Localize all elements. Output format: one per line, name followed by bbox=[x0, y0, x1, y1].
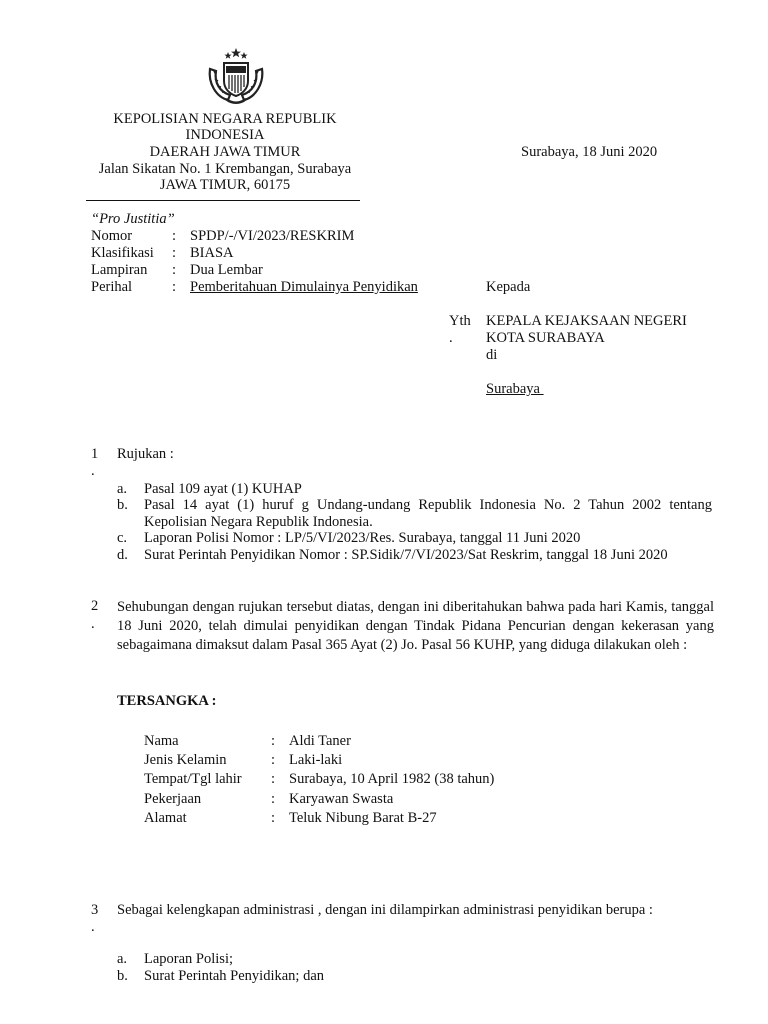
pro-justitia: “Pro Justitia” bbox=[91, 211, 175, 227]
suspect-colon: : bbox=[271, 733, 276, 749]
meta-label-klasifikasi: Klasifikasi bbox=[91, 245, 154, 261]
meta-colon: : bbox=[172, 279, 177, 295]
meta-colon: : bbox=[172, 245, 177, 261]
suspect-value-tempat-tgl-lahir: Surabaya, 10 April 1982 (38 tahun) bbox=[289, 771, 495, 787]
rujukan-letter-c: c. bbox=[117, 530, 128, 546]
header-address: Jalan Sikatan No. 1 Krembangan, Surabaya bbox=[98, 161, 352, 177]
header-divider bbox=[86, 200, 360, 201]
section-2-number: 2 bbox=[91, 598, 99, 614]
suspect-label-alamat: Alamat bbox=[144, 810, 187, 826]
meta-colon: : bbox=[172, 228, 177, 244]
rujukan-letter-b: b. bbox=[117, 497, 128, 513]
meta-value-lampiran: Dua Lembar bbox=[190, 262, 263, 278]
police-emblem-logo bbox=[200, 47, 272, 105]
suspect-label-pekerjaan: Pekerjaan bbox=[144, 791, 202, 807]
suspect-label-jenis-kelamin: Jenis Kelamin bbox=[144, 752, 227, 768]
suspect-value-alamat: Teluk Nibung Barat B-27 bbox=[289, 810, 437, 826]
suspect-heading: TERSANGKA : bbox=[117, 693, 217, 709]
suspect-colon: : bbox=[271, 791, 276, 807]
place-date: Surabaya, 18 Juni 2020 bbox=[521, 144, 658, 160]
section-3-paragraph: Sebagai kelengkapan administrasi , dengan ini dilampirkan administrasi penyidikan berupa : bbox=[117, 902, 653, 918]
suspect-value-pekerjaan: Karyawan Swasta bbox=[289, 791, 394, 807]
suspect-colon: : bbox=[271, 810, 276, 826]
section-3-dot: . bbox=[91, 919, 95, 935]
section-2-paragraph: Sehubungan dengan rujukan tersebut diatas, dengan ini diberitahukan bahwa pada hari Kamis, tanggal 18 Juni 2020, telah dimulai penyidikan dengan Tindak Pidana Pencurian dengan kekerasan yang sebagaimana dimaksut dalam Pasal 365 Ayat (2) Jo. Pasal 56 KUHP, yang diduga dilakukan oleh : bbox=[117, 599, 714, 653]
recipient-line1: KEPALA KEJAKSAAN NEGERI bbox=[486, 313, 687, 329]
attachment-item-a: Laporan Polisi; bbox=[144, 951, 234, 967]
rujukan-item-a: Pasal 109 ayat (1) KUHAP bbox=[144, 481, 302, 497]
attachment-item-b: Surat Perintah Penyidikan; dan bbox=[144, 968, 325, 984]
section-1-title: Rujukan : bbox=[117, 446, 174, 462]
header-province-postal: JAWA TIMUR, 60175 bbox=[159, 177, 291, 193]
header-institution-line2: INDONESIA bbox=[185, 127, 265, 143]
section-3-number: 3 bbox=[91, 902, 99, 918]
rujukan-item-d: Surat Perintah Penyidikan Nomor : SP.Sidik/7/VI/2023/Sat Reskrim, tanggal 18 Juni 2020 bbox=[144, 547, 668, 563]
section-2-dot: . bbox=[91, 616, 95, 632]
rujukan-item-c: Laporan Polisi Nomor : LP/5/VI/2023/Res. Surabaya, tanggal 11 Juni 2020 bbox=[144, 530, 581, 546]
attachment-letter-b: b. bbox=[117, 968, 128, 984]
suspect-label-tempat-tgl-lahir: Tempat/Tgl lahir bbox=[144, 771, 242, 787]
recipient-kepada: Kepada bbox=[486, 279, 531, 295]
attachment-letter-a: a. bbox=[117, 951, 128, 967]
header-institution-line1: KEPOLISIAN NEGARA REPUBLIK bbox=[113, 111, 337, 127]
meta-label-nomor: Nomor bbox=[91, 228, 133, 244]
suspect-colon: : bbox=[271, 752, 276, 768]
meta-colon: : bbox=[172, 262, 177, 278]
meta-label-perihal: Perihal bbox=[91, 279, 133, 295]
rujukan-letter-d: d. bbox=[117, 547, 128, 563]
suspect-value-jenis-kelamin: Laki-laki bbox=[289, 752, 343, 768]
recipient-yth: Yth bbox=[449, 313, 471, 329]
suspect-colon: : bbox=[271, 771, 276, 787]
recipient-line2: KOTA SURABAYA bbox=[486, 330, 605, 346]
rujukan-letter-a: a. bbox=[117, 481, 128, 497]
meta-label-lampiran: Lampiran bbox=[91, 262, 148, 278]
meta-value-nomor: SPDP/-/VI/2023/RESKRIM bbox=[190, 228, 355, 244]
meta-value-klasifikasi: BIASA bbox=[190, 245, 234, 261]
suspect-label-nama: Nama bbox=[144, 733, 179, 749]
section-1-number: 1 bbox=[91, 446, 99, 462]
recipient-yth-dot: . bbox=[449, 330, 453, 346]
header-region: DAERAH JAWA TIMUR bbox=[149, 144, 301, 160]
section-1-dot: . bbox=[91, 463, 95, 479]
meta-value-perihal: Pemberitahuan Dimulainya Penyidikan bbox=[190, 279, 418, 295]
rujukan-item-b: Pasal 14 ayat (1) huruf g Undang-undang Republik Indonesia No. 2 Tahun 2002 tentang Kepolisian Negara Republik Indonesia. bbox=[144, 497, 712, 530]
suspect-value-nama: Aldi Taner bbox=[289, 733, 351, 749]
recipient-di: di bbox=[486, 347, 498, 363]
recipient-city: Surabaya bbox=[486, 381, 544, 397]
